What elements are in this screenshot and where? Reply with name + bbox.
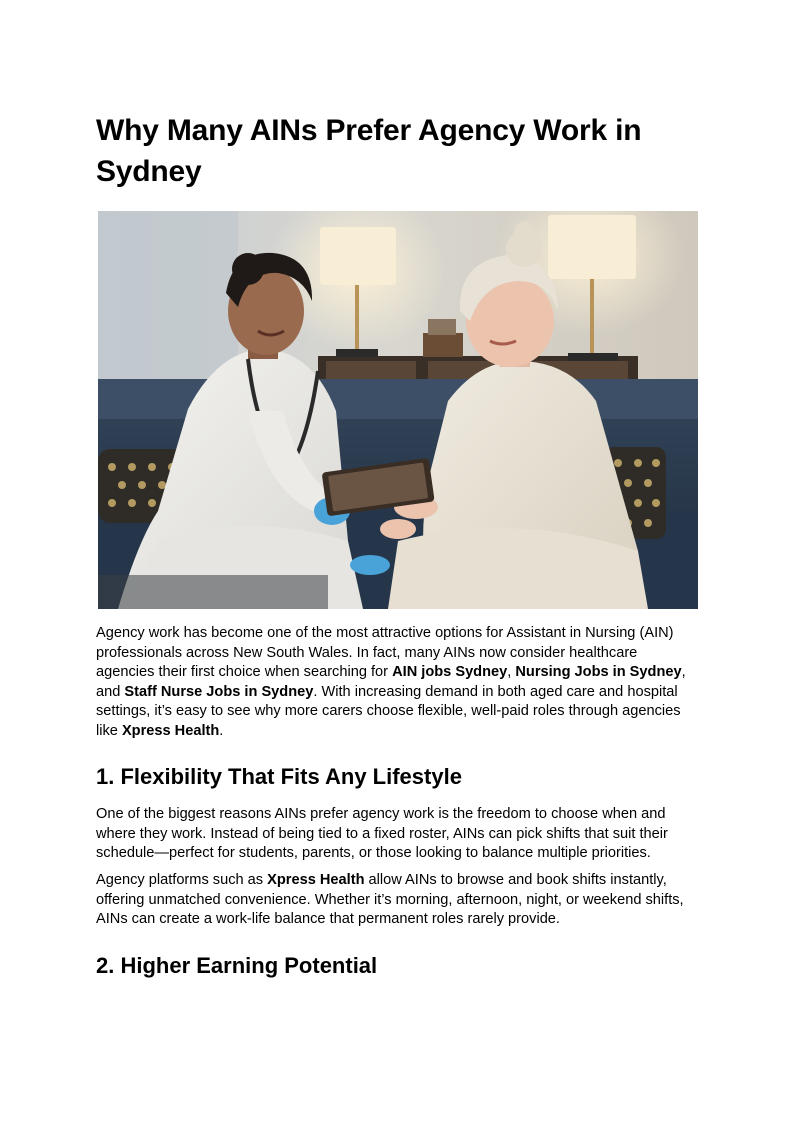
keyword-nursing-jobs-sydney: Nursing Jobs in Sydney [515,664,682,680]
article-photo [98,211,698,609]
intro-text-3: , and [96,664,686,700]
section-1-paragraph-2 [96,871,698,930]
intro-text-1: Agency work has become one of the most attractive options for Assistant in Nursing (AIN) professionals across New South Wales. In fact, many AINs now consider healthcare agencies their first choice when searching for [96,625,674,680]
intro-text-5: . [219,722,224,739]
section-1-paragraph-1: One of the biggest reasons AINs prefer agency work is the freedom to choose when and where they work. Instead of being tied to a fixed roster, AINs can pick shifts that suit their schedule—perfect for students, parents, or those looking to balance multiple priorities. [96,806,668,861]
keyword-ain-jobs-sydney: AIN jobs Sydney [392,664,508,680]
section-1-p2-text-1: Agency platforms such as [96,872,268,888]
intro-text-2: , [507,664,516,680]
intro-paragraph [96,624,698,741]
section-1-heading: 1. Flexibility That Fits Any Lifestyle [96,764,462,789]
keyword-xpress-health: Xpress Health [121,722,220,739]
page-title: Why Many AINs Prefer Agency Work in Sydney [96,114,642,188]
section-1-p2-text-2: allow AINs to browse and book shifts instantly, offering unmatched convenience. Whether it’s morning, afternoon, night, or weekend shifts, AINs can create a work-life balance that permanent roles rarely provide. [96,872,684,927]
section-2-heading: 2. Higher Earning Potential [96,953,378,978]
keyword-xpress-health-2: Xpress Health [267,872,365,888]
intro-text-4: . With increasing demand in both aged care and hospital settings, it’s easy to see why more carers choose flexible, well-paid roles through agencies like [96,683,681,739]
keyword-staff-nurse-jobs-sydney: Staff Nurse Jobs in Sydney [124,683,314,700]
